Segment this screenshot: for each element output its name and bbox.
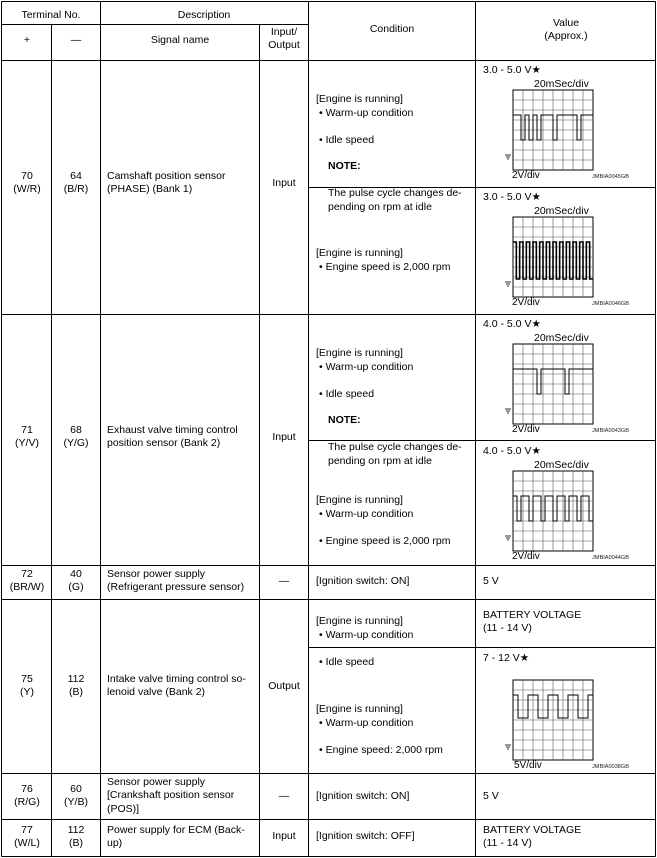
header-description: Description <box>177 9 231 21</box>
row71a-condition <box>316 334 474 481</box>
row72-plus: 72 (BR/W) <box>9 568 45 594</box>
scope-screen <box>500 459 630 563</box>
row72-minus: 40 (G) <box>68 568 84 594</box>
row75b-cond-1: • Warm-up condition <box>319 716 414 729</box>
row71a-value: 4.0 - 5.0 V★ <box>483 318 541 330</box>
scope-screen <box>500 668 630 772</box>
figure-code: JMBIA0038GB <box>592 764 629 770</box>
row70a-note-text: The pulse cycle changes de- pending on rpm at idle <box>328 187 462 213</box>
header-plus: + <box>23 34 31 46</box>
header-minus: — <box>70 34 82 46</box>
row70-io: Input <box>272 177 296 189</box>
header-signal-name: Signal name <box>150 34 210 46</box>
scope-label: 20mSec/div <box>534 78 589 90</box>
row72-value: 5 V <box>483 575 499 587</box>
waveform-trace <box>513 115 593 140</box>
row75a-cond-2: • Idle speed <box>319 655 375 668</box>
figure-code: JMBIA0046GB <box>592 301 629 307</box>
header-value: Value (Approx.) <box>544 17 588 43</box>
figure-code: JMBIA0043GB <box>592 428 629 434</box>
row77-io: Input <box>272 830 296 842</box>
scope-screen <box>500 332 630 436</box>
row71b-cond-1: • Warm-up condition <box>319 507 414 520</box>
row77-signal: Power supply for ECM (Back- up) <box>107 824 245 850</box>
row76-condition: [Ignition switch: ON] <box>316 790 410 802</box>
row72-signal: Sensor power supply (Refrigerant pressure sensor) <box>107 568 245 594</box>
row70b-condition <box>316 234 474 288</box>
row72-condition: [Ignition switch: ON] <box>316 575 410 587</box>
row71-minus: 68 (Y/G) <box>63 424 89 450</box>
row70b-cond-1: • Engine speed is 2,000 rpm <box>319 260 451 273</box>
row76-plus: 76 (R/G) <box>14 783 40 809</box>
row70-signal: Camshaft position sensor (PHASE) (Bank 1) <box>107 170 226 196</box>
scope-label: 20mSec/div <box>534 332 589 344</box>
row77-minus: 112 (B) <box>67 824 85 850</box>
row70b-value: 3.0 - 5.0 V★ <box>483 191 541 203</box>
row75a-condition <box>316 602 474 682</box>
scope-label: 2V/div <box>512 297 540 308</box>
scope-label: 20mSec/div <box>534 459 589 471</box>
row76-signal: Sensor power supply [Crankshaft position sensor (POS)] <box>107 776 235 815</box>
row71a-note-label: NOTE: <box>328 414 361 427</box>
figure-code: JMBIA0044GB <box>592 555 629 561</box>
header-terminal-no: Terminal No. <box>21 9 81 21</box>
row70a-oscilloscope <box>500 78 630 182</box>
row75b-value: 7 - 12 V★ <box>483 652 530 664</box>
figure-code: JMBIA0045GB <box>592 174 629 180</box>
scope-label: 2V/div <box>512 424 540 435</box>
row77-value: BATTERY VOLTAGE (11 - 14 V) <box>483 824 582 850</box>
waveform-trace <box>513 496 593 521</box>
header-condition: Condition <box>369 23 415 35</box>
row70-minus: 64 (B/R) <box>63 170 89 196</box>
row75b-cond-head: [Engine is running] <box>316 703 403 716</box>
row71a-cond-1: • Warm-up condition <box>319 360 414 373</box>
row77-condition: [Ignition switch: OFF] <box>316 830 415 842</box>
scope-screen <box>500 78 630 182</box>
row71b-oscilloscope <box>500 459 630 563</box>
row70a-note-label: NOTE: <box>328 160 361 173</box>
row72-io: — <box>278 575 290 587</box>
row70a-cond-head: [Engine is running] <box>316 93 403 106</box>
scope-label: 2V/div <box>512 170 540 181</box>
row71b-condition <box>316 481 474 561</box>
row71b-cond-2: • Engine speed is 2,000 rpm <box>319 534 451 547</box>
row71a-oscilloscope <box>500 332 630 436</box>
row76-value: 5 V <box>483 790 499 802</box>
row70-plus: 70 (W/R) <box>13 170 41 196</box>
row75a-cond-1: • Warm-up condition <box>319 628 414 641</box>
row75b-oscilloscope <box>500 668 630 772</box>
row76-io: — <box>278 790 290 802</box>
row71b-cond-head: [Engine is running] <box>316 494 403 507</box>
row75-signal: Intake valve timing control so- lenoid valve (Bank 2) <box>107 673 246 699</box>
row70a-cond-1: • Warm-up condition <box>319 106 414 119</box>
scope-label: 5V/div <box>514 760 542 771</box>
scope-label: 2V/div <box>512 551 540 562</box>
row75b-condition <box>316 690 474 770</box>
row75b-cond-2: • Engine speed: 2,000 rpm <box>319 743 443 756</box>
scope-screen <box>500 205 630 309</box>
row76-minus: 60 (Y/B) <box>64 783 88 809</box>
row71b-value: 4.0 - 5.0 V★ <box>483 445 541 457</box>
scope-label: 20mSec/div <box>534 205 589 217</box>
row71a-cond-2: • Idle speed <box>319 387 375 400</box>
row70b-cond-head: [Engine is running] <box>316 247 403 260</box>
header-input-output: Input/ Output <box>268 26 300 52</box>
row71-io: Input <box>272 431 296 443</box>
row71a-cond-head: [Engine is running] <box>316 347 403 360</box>
row70a-condition <box>316 80 474 227</box>
row70a-value: 3.0 - 5.0 V★ <box>483 64 541 76</box>
row71a-note-text: The pulse cycle changes de- pending on rpm at idle <box>328 441 462 467</box>
row70a-cond-2: • Idle speed <box>319 133 375 146</box>
row70b-oscilloscope <box>500 205 630 309</box>
row75a-value: BATTERY VOLTAGE (11 - 14 V) <box>483 609 582 635</box>
row71-plus: 71 (Y/V) <box>15 424 39 450</box>
row71-signal: Exhaust valve timing control position sensor (Bank 2) <box>107 424 238 450</box>
row75-minus: 112 (B) <box>67 673 85 699</box>
row77-plus: 77 (W/L) <box>14 824 40 850</box>
waveform-trace <box>513 242 593 279</box>
row75a-cond-head: [Engine is running] <box>316 615 403 628</box>
row75-plus: 75 (Y) <box>20 673 34 699</box>
row75-io: Output <box>268 680 300 692</box>
